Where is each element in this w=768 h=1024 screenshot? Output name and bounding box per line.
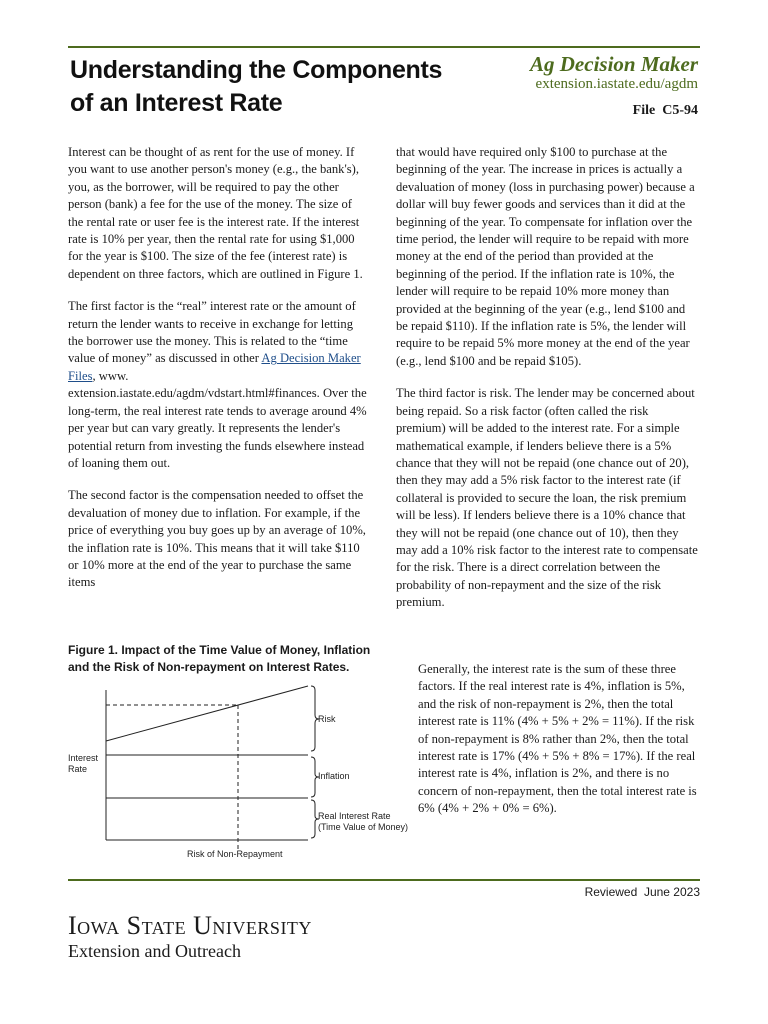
x-label: Risk of Non-Repayment — [187, 849, 283, 859]
figure-1-diagram — [66, 680, 416, 865]
ag-decision-maker-files-link[interactable]: Ag Decision Maker Files — [68, 351, 361, 383]
label-real-rate-1: Real Interest Rate — [318, 811, 391, 821]
figure-caption-line-2: and the Risk of Non-repayment on Interest Rates. — [68, 660, 350, 674]
title-line-2: of an Interest Rate — [70, 89, 283, 117]
reviewed-date — [585, 885, 700, 899]
y-label-1: Interest — [68, 753, 99, 763]
paragraph-3: The second factor is the compensation needed to offset the devaluation of money due to inflation. For example, if the price of everything you buy goes up by an average of 10%, the inflation rate is 10%. This means that it will take $110 or 10% more at the end of the year to purchase the same items — [68, 488, 366, 590]
y-label-2: Rate — [68, 764, 88, 774]
reviewed-label: Reviewed — [584, 885, 638, 899]
label-risk: Risk — [318, 714, 336, 724]
label-inflation: Inflation — [318, 771, 350, 781]
file-label: File — [632, 103, 656, 118]
paragraph-1: Interest can be thought of as rent for the use of money. If you want to use another person's money (e.g., the bank's), you, as the borrower, will be required to pay the other person (bank) a fee for the use of the money. The size of the rental rate or user fee is the interest rate. If the interest rate is 10% per year, then the rental rate for using $1,000 for the year is $100. The size of the fee (interest rate) is dependent on three factors, which are outlined in Figure 1. — [68, 145, 363, 281]
paragraph-5: Generally, the interest rate is the sum of these three factors. If the real interest rate is 4%, inflation is 5%, and the risk of non-repayment is 2%, then the total interest rate is 11% (4% + 5% + 2% = 11%). If the risk of non-repayment is 8% rather than 2%, then the total interest rate is 17% (4% + 5% + 8% = 17%). If the real interest rate is 4%, inflation is 2%, and there is no concern of non-repayment, then the total interest rate is 6% (4% + 2% + 0% = 6%). — [418, 662, 697, 816]
paragraph-2 — [68, 298, 368, 472]
paragraph-2-text-b: , www. extension.iastate.edu/agdm/vdstart.html#finances. Over the long-term, the real interest rate tends to average around 4% per year but can vary greatly. It represents the lender's potential return from investing the funds elsewhere instead of loaning them out. — [68, 368, 367, 470]
paragraph-4: The third factor is risk. The lender may be concerned about being repaid. So a risk factor (often called the risk premium) will be added to the interest rate. For a simple mathematical example, if lenders believe there is a 5% chance that they will not be repaid (one chance out of 20), then they may add a 5% risk factor to the interest rate (if collateral is provided to secure the loan, the risk premium will be less). If lenders believe there is a 10% chance that they will not be repaid (one chance out of 10), then they may add a 10% risk factor to the interest rate to compensate for the risk. There is a direct correlation between the probability of non-repayment and the size of the risk premium. — [396, 386, 698, 610]
university-subtitle: Extension and Outreach — [68, 941, 241, 961]
paragraph-3-continued: that would have required only $100 to purchase at the beginning of the year. The increase in prices is actually a devaluation of money (loss in purchasing power) because a dollar will buy fewer goods and services than it did at the beginning of the year. To compensate for inflation over the time period, the lender will require to be repaid with more money at the end of the period than provided at the beginning of the period. If the inflation rate is 10%, the lender will require to be repaid 10% more money than provided at the beginning of the year (e.g., lend $100 and be repaid $110). If the inflation rate is 5%, the lender will require to be repaid 5% more money at the end of the year (e.g., lend $100 and be repaid $105). — [396, 145, 695, 368]
paragraph-2-text-a: The first factor is the “real” interest rate or the amount of return the lender wants to receive in exchange for letting the borrower use the money. This is related to the “time value of money” as discussed in other — [68, 299, 356, 366]
brand-block — [530, 52, 698, 93]
bottom-rule — [68, 879, 700, 881]
file-number — [633, 103, 698, 119]
title-line-1: Understanding the Components — [70, 56, 443, 84]
figure-caption — [68, 642, 378, 676]
brand-url[interactable]: extension.iastate.edu/agdm — [535, 76, 698, 92]
university-name: Iowa State University — [68, 911, 312, 940]
column-right-lower — [418, 661, 700, 833]
column-right — [396, 144, 700, 627]
university-logo — [68, 912, 312, 962]
label-real-rate-2: (Time Value of Money) — [318, 822, 409, 832]
top-rule — [68, 46, 700, 48]
brand-name: Ag Decision Maker — [530, 52, 698, 76]
page-title — [70, 54, 442, 120]
risk-line — [106, 686, 308, 741]
figure-caption-line-1: Figure 1. Impact of the Time Value of Money, Inflation — [68, 643, 371, 657]
column-left — [68, 144, 368, 607]
reviewed-value: June 2023 — [643, 885, 700, 899]
file-code: C5-94 — [662, 103, 698, 118]
